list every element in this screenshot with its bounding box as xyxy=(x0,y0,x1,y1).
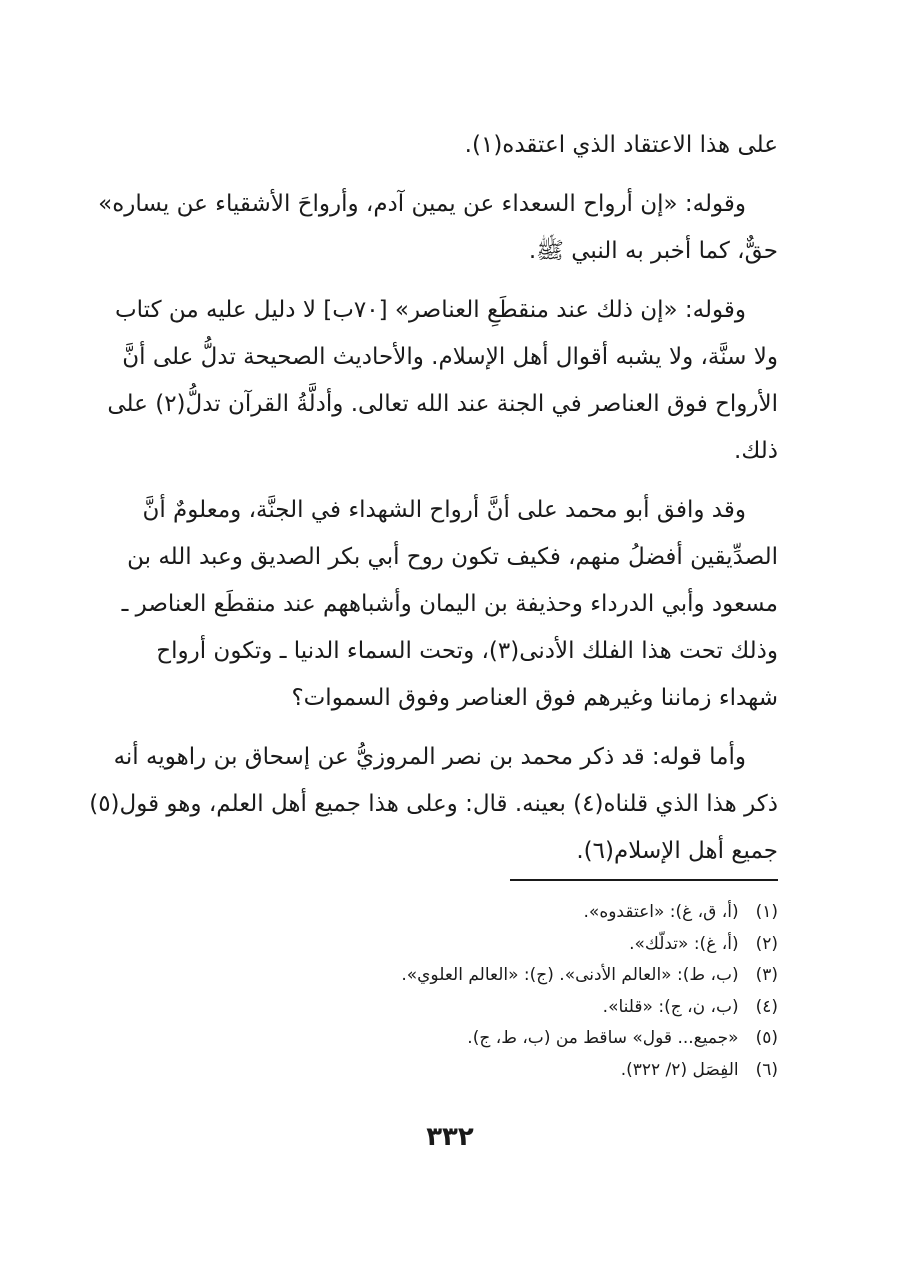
footnote-5 xyxy=(120,1023,778,1055)
text-line: وأما قوله: قد ذكر محمد بن نصر المروزيُّ عن إسحاق بن راهويه أنه xyxy=(113,744,746,770)
text-line: وقد وافق أبو محمد على أنَّ أرواح الشهداء في الجنَّة، ومعلومٌ أنَّ xyxy=(142,497,746,523)
footnote-text: «جميع... قول» ساقط من (ب، ط، ج). xyxy=(467,1028,739,1048)
text-line: وقوله: «إن ذلك عند منقطَعِ العناصر» [٧٠ب] لا دليل عليه من كتاب xyxy=(115,297,746,323)
footnote-3 xyxy=(120,960,778,992)
text-line: الصدِّيقين أفضلُ منهم، فكيف تكون روح أبي بكر الصديق وعبد الله بن xyxy=(127,544,778,570)
page-number: ٣٣٢ xyxy=(426,1122,474,1152)
footnote-number: (٣) xyxy=(755,965,778,985)
paragraph-1 xyxy=(120,122,778,169)
text-line: على هذا الاعتقاد الذي اعتقده(١). xyxy=(464,132,778,158)
footnote-text: (ب، ط): «العالم الأدنى». (ج): «العالم العلوي». xyxy=(401,965,739,985)
text-line: ولا سنَّة، ولا يشبه أقوال أهل الإسلام. والأحاديث الصحيحة تدلُّ على أنَّ xyxy=(122,344,778,370)
main-text xyxy=(89,122,778,887)
footnote-2 xyxy=(120,929,778,961)
text-line: ذكر هذا الذي قلناه(٤) بعينه. قال: وعلى هذا جميع أهل العلم، وهو قول(٥) xyxy=(89,791,778,817)
footnote-4 xyxy=(120,992,778,1024)
footnote-text: (أ، ق، غ): «اعتقدوه». xyxy=(583,902,739,922)
footnote-number: (١) xyxy=(755,902,778,922)
footnote-number: (٤) xyxy=(755,996,778,1017)
paragraph-4 xyxy=(120,487,778,722)
text-line: جميع أهل الإسلام(٦). xyxy=(576,838,778,864)
footnote-1 xyxy=(120,897,778,929)
footnotes xyxy=(120,897,778,1086)
footnote-number: (٢) xyxy=(755,933,778,954)
paragraph-3 xyxy=(107,287,778,475)
footnote-separator xyxy=(510,879,778,881)
text-line: ذلك. xyxy=(734,438,778,464)
footnote-number: (٦) xyxy=(755,1059,778,1080)
footnote-text: (أ، غ): «تدلّك». xyxy=(629,933,739,954)
footnote-text: الفِصَل (٢/ ٣٢٢). xyxy=(620,1059,739,1080)
footnote-number: (٥) xyxy=(755,1028,778,1048)
text-line: مسعود وأبي الدرداء وحذيفة بن اليمان وأشباههم عند منقطَع العناصر ـ xyxy=(121,591,778,617)
text-line: وقوله: «إن أرواح السعداء عن يمين آدم، وأرواحَ الأشقياء عن يساره» xyxy=(98,191,746,217)
paragraph-2 xyxy=(98,181,778,275)
text-line: الأرواح فوق العناصر في الجنة عند الله تعالى. وأدلَّةُ القرآن تدلُّ(٢) على xyxy=(107,391,778,417)
footnote-6 xyxy=(120,1055,778,1087)
text-line: حقٌّ، كما أخبر به النبي ﷺ. xyxy=(528,238,778,264)
paragraph-5 xyxy=(89,734,778,875)
text-line: شهداء زماننا وغيرهم فوق العناصر وفوق السموات؟ xyxy=(291,685,778,711)
footnote-text: (ب، ن، ج): «قلنا». xyxy=(602,996,739,1017)
text-line: وذلك تحت هذا الفلك الأدنى(٣)، وتحت السماء الدنيا ـ وتكون أرواح xyxy=(156,638,778,664)
